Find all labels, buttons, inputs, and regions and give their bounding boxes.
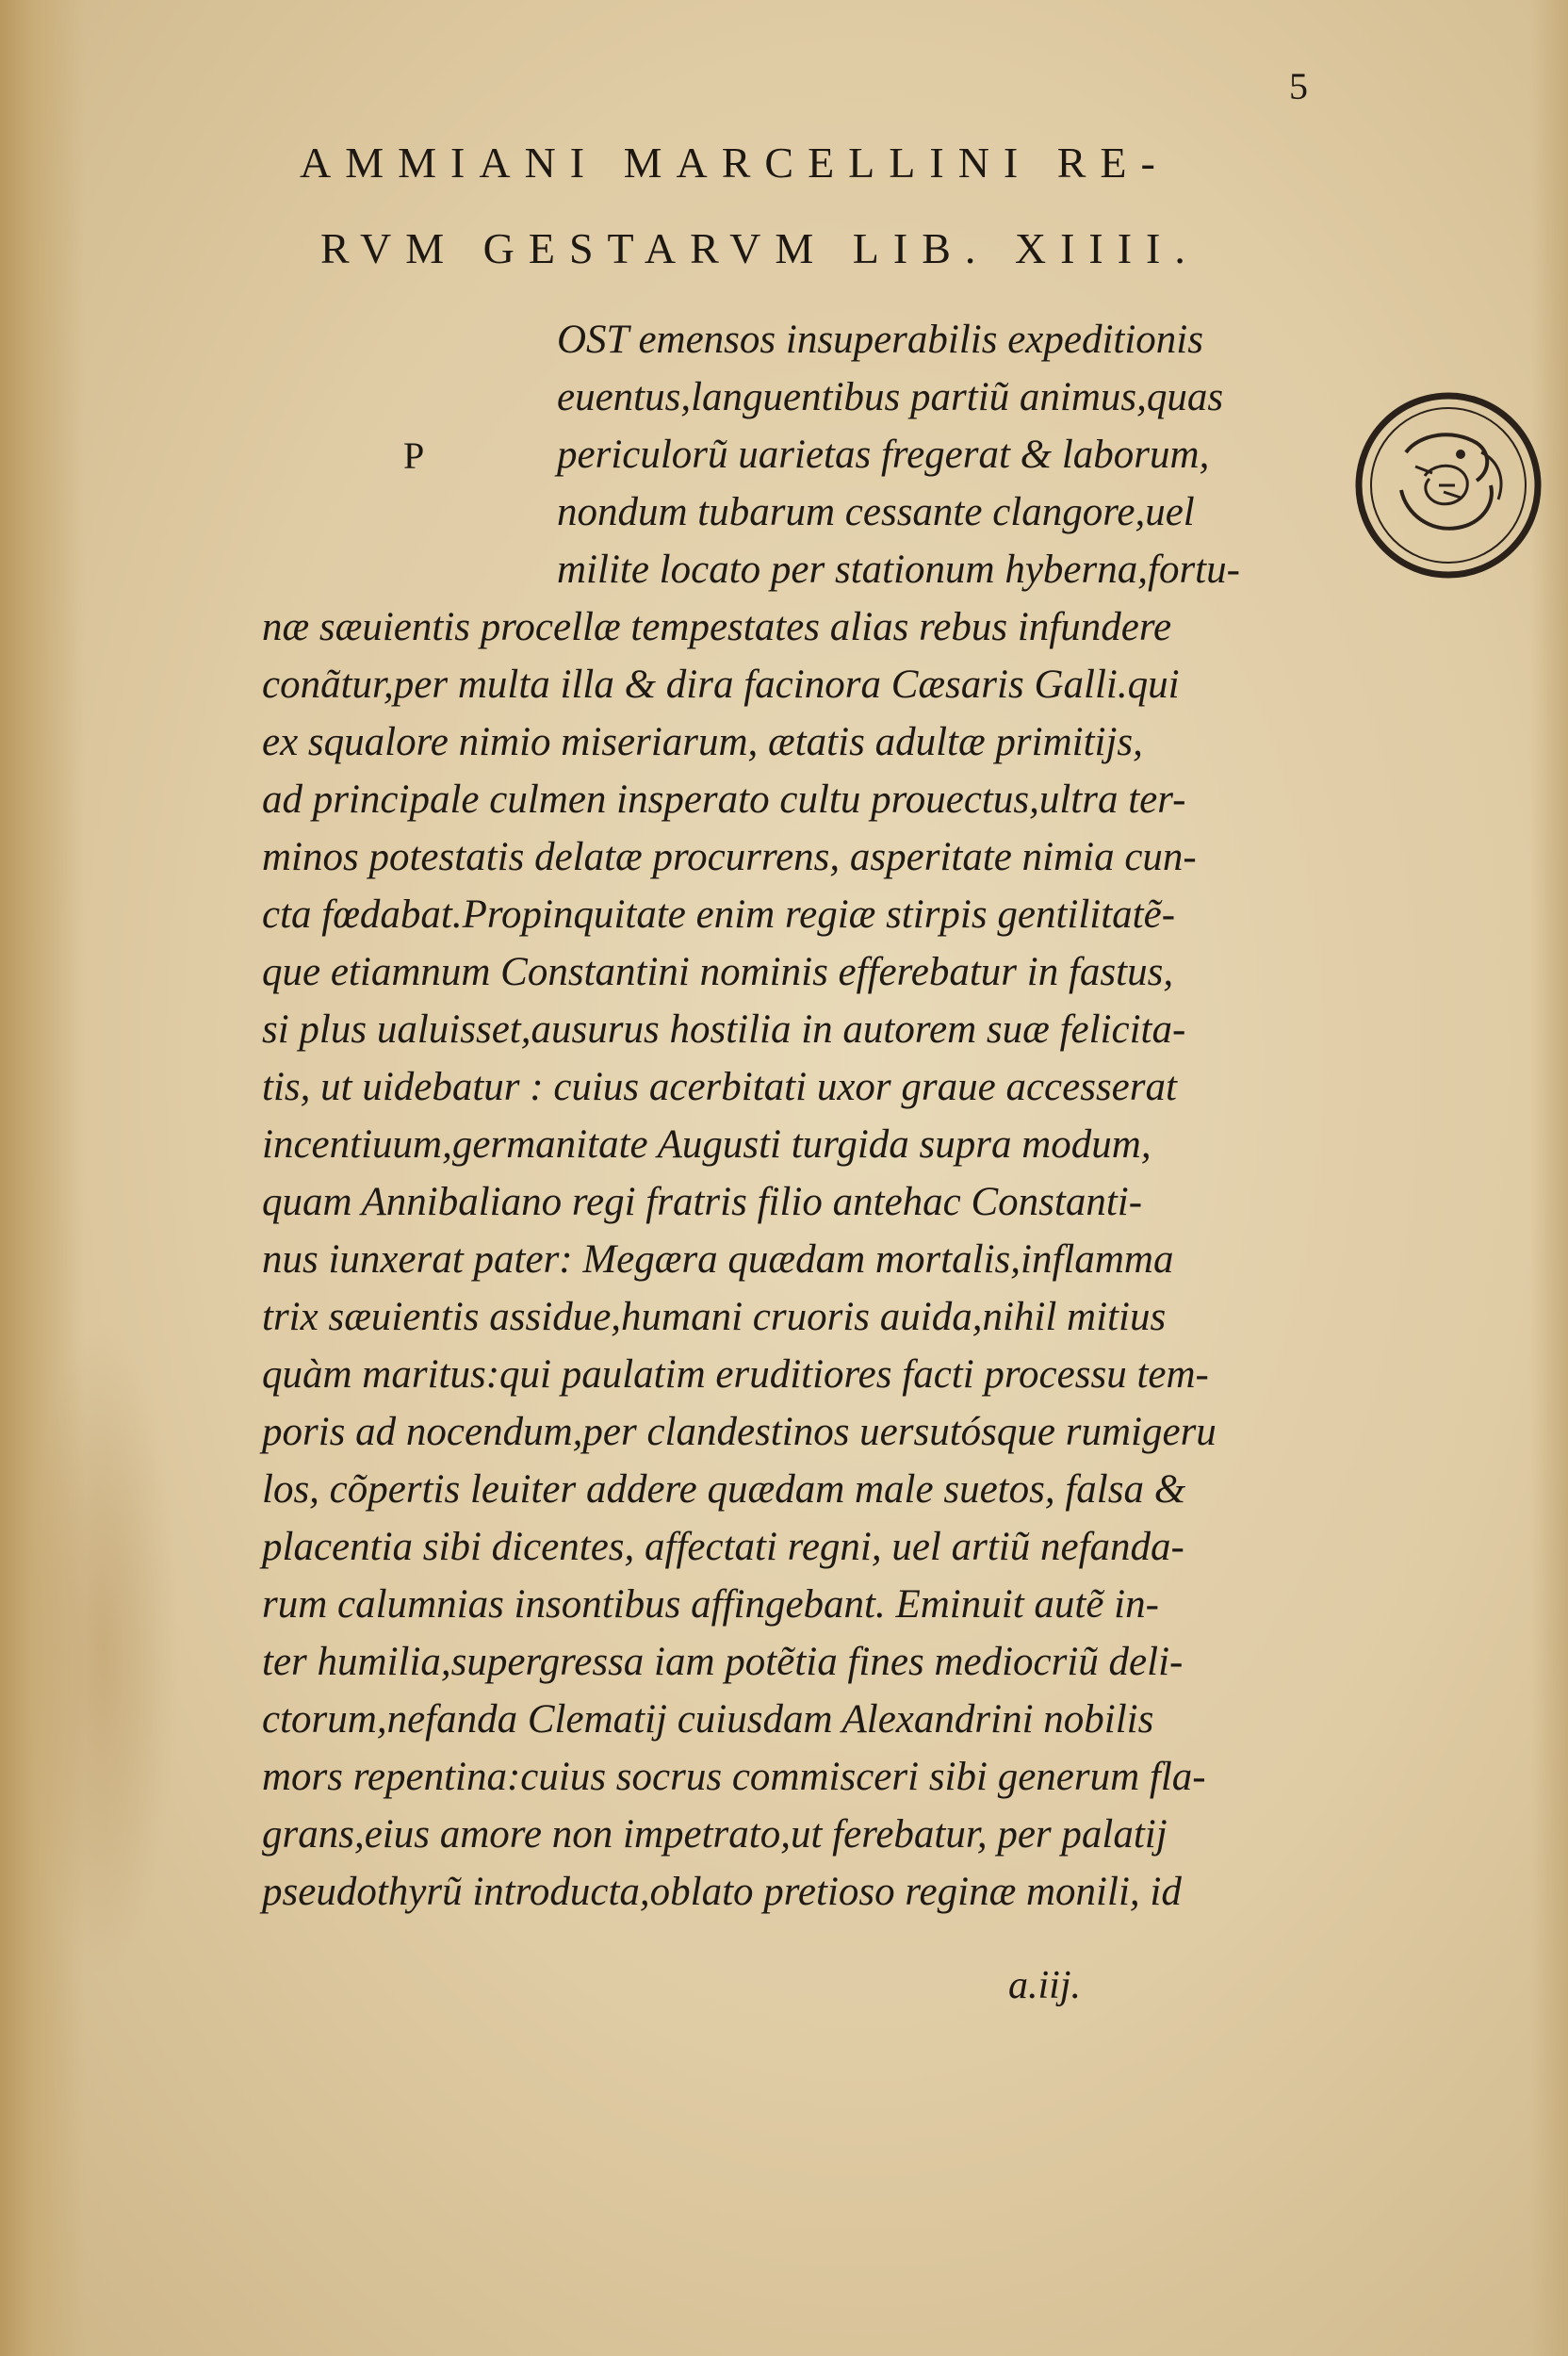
signature-mark: a.iij. (1008, 1964, 1082, 2007)
text-line: ad principale culmen insperato cultu prouectus,ultra ter- (262, 777, 1186, 822)
text-line: ter humilia,supergressa iam potẽtia fines mediocriũ deli- (262, 1640, 1184, 1684)
text-line: nus iunxerat pater: Megæra quædam mortalis,inflamma (262, 1237, 1174, 1282)
text-line: los, cõpertis leuiter addere quædam male suetos, falsa & (262, 1467, 1186, 1512)
text-line: grans,eius amore non impetrato,ut ferebatur, per palatij (262, 1812, 1168, 1857)
text-line: ex squalore nimio miseriarum, ætatis adultæ primitijs, (262, 720, 1143, 764)
text-line: placentia sibi dicentes, affectati regni, uel artiũ nefanda- (262, 1525, 1184, 1569)
text-line: que etiamnum Constantini nominis efferebatur in fastus, (262, 950, 1174, 994)
text-line: euentus,languentibus partiũ animus,quas (557, 375, 1224, 419)
text-line: ctorum,nefanda Clematij cuiusdam Alexandrini nobilis (262, 1697, 1154, 1742)
page-edge-shadow (1530, 0, 1568, 2356)
text-line: cta fœdabat.Propinquitate enim regiæ stirpis gentilitatẽ- (262, 892, 1176, 937)
page-number: 5 (1289, 65, 1308, 107)
text-line: quàm maritus:qui paulatim eruditiores facti processu tem- (262, 1352, 1209, 1397)
title-line-1: AMMIANI MARCELLINI RE- (300, 139, 1169, 187)
text-line: milite locato per stationum hyberna,fortu- (557, 548, 1240, 592)
body-text (262, 311, 1313, 1921)
text-line: si plus ualuisset,ausurus hostilia in autorem suæ felicita- (262, 1007, 1186, 1052)
text-line: incentiuum,germanitate Augusti turgida supra modum, (262, 1122, 1152, 1167)
drop-cap: P (403, 434, 425, 477)
page-gutter-shadow (0, 0, 85, 2356)
paper-stain (28, 1319, 179, 1979)
text-line: trix sæuientis assidue,humani cruoris auida,nihil mitius (262, 1295, 1167, 1339)
text-line: nondum tubarum cessante clangore,uel (557, 490, 1195, 534)
title-line-2: RVM GESTARVM LIB. XIIII. (320, 224, 1200, 272)
text-line: conãtur,per multa illa & dira facinora Cæsaris Galli.qui (262, 663, 1180, 707)
text-line: næ sæuientis procellæ tempestates alias rebus infundere (262, 605, 1172, 649)
text-line: OST emensos insuperabilis expeditionis (557, 318, 1203, 362)
library-stamp-icon (1349, 386, 1547, 584)
text-line: quam Annibaliano regi fratris filio antehac Constanti- (262, 1180, 1143, 1224)
text-line: mors repentina:cuius socrus commisceri sibi generum fla- (262, 1755, 1206, 1799)
text-line: pseudothyrũ introducta,oblato pretioso reginæ monili, id (262, 1870, 1182, 1914)
text-line: minos potestatis delatæ procurrens, asperitate nimia cun- (262, 835, 1197, 879)
text-line: periculorũ uarietas fregerat & laborum, (557, 433, 1210, 477)
text-line: tis, ut uidebatur : cuius acerbitati uxor graue accesserat (262, 1065, 1177, 1109)
text-line: poris ad nocendum,per clandestinos uersutósque rumigeru (262, 1410, 1217, 1454)
text-line: rum calumnias insontibus affingebant. Eminuit autẽ in- (262, 1582, 1159, 1627)
